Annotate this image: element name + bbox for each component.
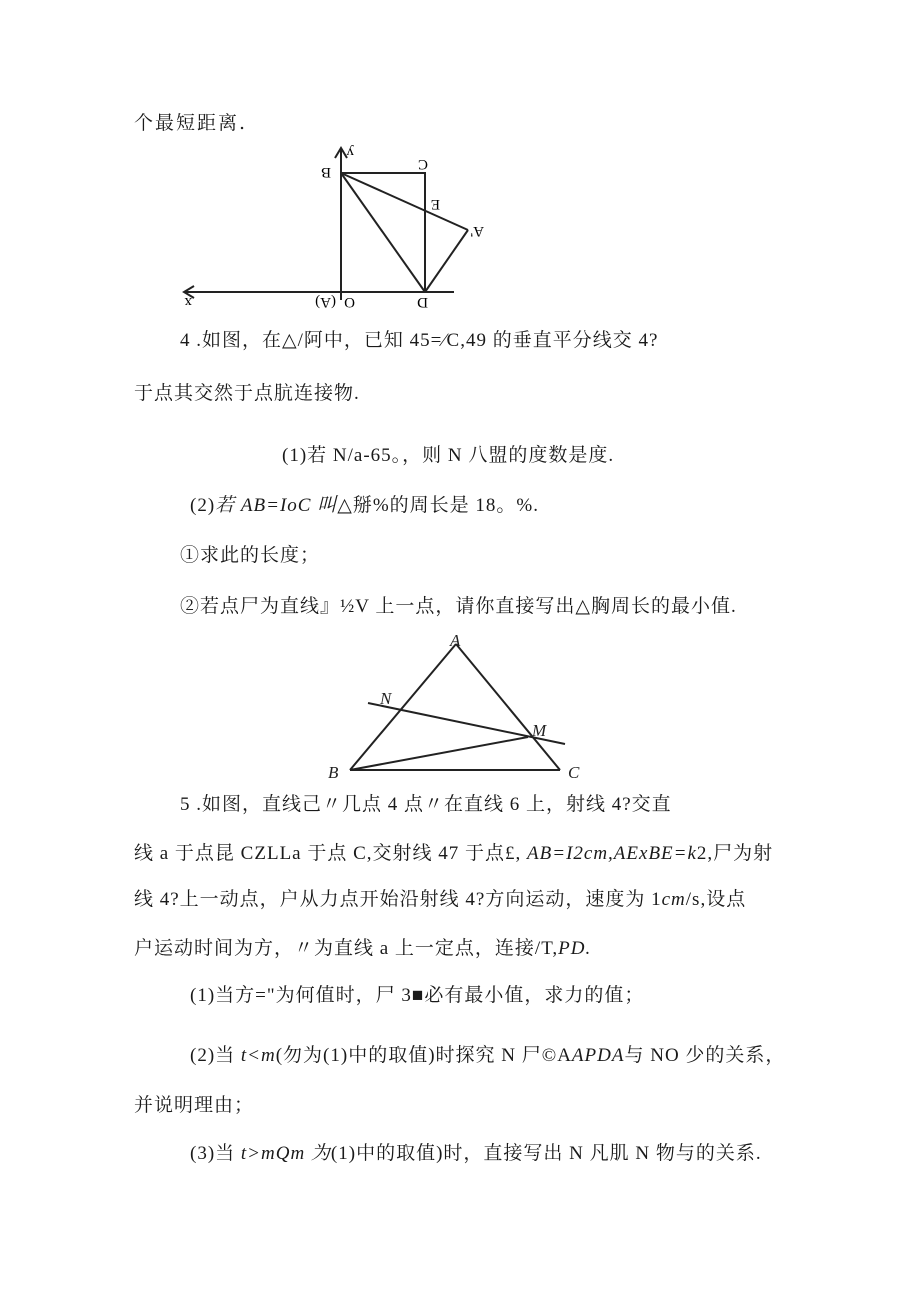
q5-part-3-italic: t>mQm 为 xyxy=(240,1143,331,1164)
fig2-label-a: A xyxy=(450,631,461,650)
q4-sub-1: ①求此的长度； xyxy=(180,545,321,566)
fig2-label-c: C xyxy=(568,763,580,782)
q4-line-1: 4 .如图，在△/阿中，已知 45=∕C,49 的垂直平分线交 4? xyxy=(180,330,659,351)
q4-part-2-prefix: (2) xyxy=(190,495,216,516)
q5-line-3-italic: cm xyxy=(661,889,686,910)
q5-part-3 xyxy=(190,1141,762,1167)
q4-part-2 xyxy=(190,493,539,519)
side-ab xyxy=(350,644,456,770)
q5-line-2 xyxy=(134,841,773,867)
q5-line-2-italic: AB=I2cm,AExBE=k xyxy=(527,843,697,864)
fig1-label-c: C xyxy=(417,156,428,172)
fig1-label-a: (A) xyxy=(315,294,336,310)
q4-part-2-italic: 若 AB=IoC 叫 xyxy=(215,495,338,516)
q5-line-3-b: /s,设点 xyxy=(685,889,747,910)
q4-part-2-suffix: △掰%的周长是 18。%. xyxy=(337,495,539,516)
q5-part-2 xyxy=(190,1043,785,1069)
q5-line-2-a: 线 a 于点昆 CZLLa 于点 C,交射线 47 于点£, xyxy=(134,843,528,864)
fig2-label-n: N xyxy=(380,689,392,708)
q5-line-4-italic: PD. xyxy=(558,938,592,959)
fig1-label-d: D xyxy=(417,294,428,310)
q5-part-3-b: (1)中的取值)时，直接写出 N 凡肌 N 物与的关系. xyxy=(330,1143,762,1164)
q5-line-2-b: 2,尸为射 xyxy=(696,843,774,864)
fig1-label-y: y xyxy=(346,144,354,160)
q5-line-3 xyxy=(134,887,746,913)
q5-line-3-a: 线 4?上一动点，户从力点开始沿射线 4?方向运动，速度为 1 xyxy=(134,889,662,910)
fig1-label-a-prime: A' xyxy=(470,223,484,239)
fig1-label-o: O xyxy=(344,294,355,310)
q5-part-2-italic-2: APDA xyxy=(571,1045,625,1066)
intro-text: 个最短距离. xyxy=(134,112,248,134)
segment-bm xyxy=(350,737,528,770)
segment-da-prime xyxy=(425,230,468,292)
fig1-label-e: E xyxy=(430,196,440,212)
figure-1-diagram xyxy=(178,140,484,310)
figure-2-triangle xyxy=(320,630,600,780)
fig2-label-b: B xyxy=(328,763,339,782)
q5-line-4 xyxy=(134,936,591,962)
q4-line-2: 于点其交然于点肮连接物. xyxy=(134,383,360,404)
q5-line-4-a: 户运动时间为方，〃为直线 a 上一定点，连接/T, xyxy=(134,938,559,959)
q5-part-1: (1)当方="为何值时，尸 3■必有最小值，求力的值； xyxy=(190,985,645,1006)
q5-line-1: 5 .如图，直线己〃几点 4 点〃在直线 6 上，射线 4?交直 xyxy=(180,794,672,815)
q5-part-2-a: (2)当 xyxy=(190,1045,241,1066)
fig1-label-x: x xyxy=(184,294,192,310)
q5-part-2-b: (勿为(1)中的取值)时探究 N 尸©A xyxy=(275,1045,572,1066)
q5-part-3-a: (3)当 xyxy=(190,1143,241,1164)
fig1-label-b: B xyxy=(320,164,331,180)
q5-part-2-c: 与 NO 少的关系， xyxy=(624,1045,786,1066)
q4-sub-2: ②若点尸为直线』½V 上一点，请你直接写出△胸周长的最小值. xyxy=(180,596,737,617)
q5-part-2-line-2: 并说明理由； xyxy=(134,1095,255,1116)
q5-part-2-italic-1: t<m xyxy=(240,1045,276,1066)
q4-part-1: (1)若 N/a-65。，则 N 八盟的度数是度. xyxy=(282,445,615,466)
fig2-label-m: M xyxy=(532,721,547,740)
side-ac xyxy=(456,644,560,770)
